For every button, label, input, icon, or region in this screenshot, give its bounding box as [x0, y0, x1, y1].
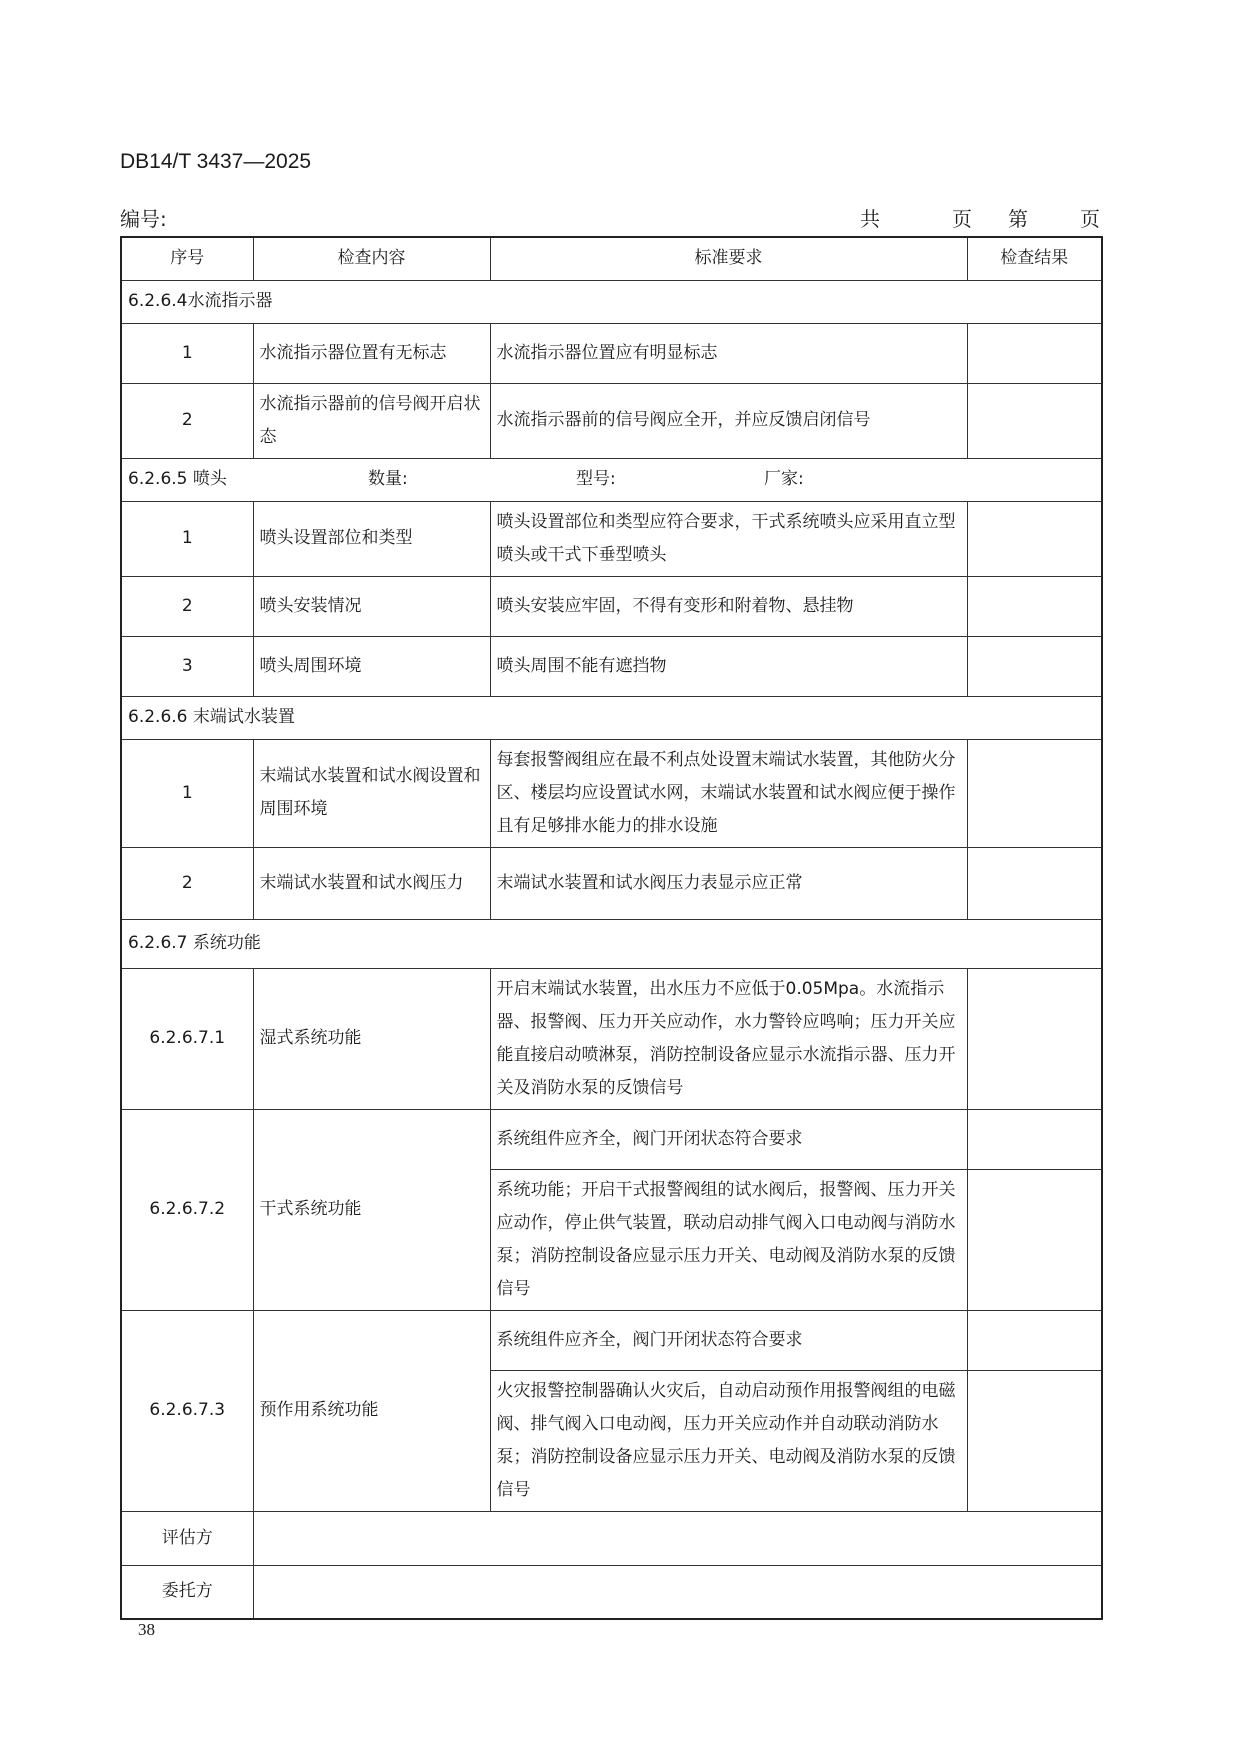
model-label: 型号: [576, 469, 616, 489]
row-result-cell[interactable] [967, 739, 1102, 847]
section-row [121, 919, 1102, 968]
client-row [121, 1565, 1102, 1619]
row-requirement: 末端试水装置和试水阀压力表显示应正常 [490, 847, 967, 919]
row-content: 喷头安装情况 [253, 576, 490, 636]
row-requirement: 系统组件应齐全，阀门开闭状态符合要求 [490, 1310, 967, 1370]
section-row [121, 458, 1102, 501]
row-requirement: 喷头安装应牢固，不得有变形和附着物、悬挂物 [490, 576, 967, 636]
col-header-requirement: 标准要求 [490, 237, 967, 280]
assessor-row [121, 1511, 1102, 1565]
row-requirement: 每套报警阀组应在最不利点处设置末端试水装置，其他防火分区、楼层均应设置试水网，末端试水装置和试水阀应便于操作且有足够排水能力的排水设施 [490, 739, 967, 847]
col-header-no: 序号 [121, 237, 253, 280]
row-result-cell[interactable] [967, 383, 1102, 458]
page-number: 38 [138, 1620, 155, 1639]
row-content: 喷头周围环境 [253, 636, 490, 696]
inspection-table [120, 236, 1103, 1620]
row-result-cell[interactable] [967, 1310, 1102, 1370]
col-header-content: 检查内容 [253, 237, 490, 280]
assessor-label: 评估方 [121, 1511, 253, 1565]
section-title-6266: 6.2.6.6 末端试水装置 [121, 696, 1102, 739]
section-row [121, 280, 1102, 323]
table-row [121, 636, 1102, 696]
row-content: 喷头设置部位和类型 [253, 501, 490, 576]
row-result-cell[interactable] [967, 636, 1102, 696]
section-title-text: 6.2.6.5 喷头 [128, 469, 227, 489]
client-label: 委托方 [121, 1565, 253, 1619]
table-row [121, 968, 1102, 1109]
row-no: 1 [121, 739, 253, 847]
assessor-signature-cell[interactable] [253, 1511, 1102, 1565]
table-row [121, 501, 1102, 576]
table-header-row [121, 237, 1102, 280]
row-result-cell[interactable] [967, 968, 1102, 1109]
table-row [121, 1310, 1102, 1370]
section-title-6267: 6.2.6.7 系统功能 [121, 919, 1102, 968]
col-header-result: 检查结果 [967, 237, 1102, 280]
row-requirement: 水流指示器位置应有明显标志 [490, 323, 967, 383]
row-content: 预作用系统功能 [253, 1310, 490, 1511]
row-no: 2 [121, 383, 253, 458]
table-row [121, 1109, 1102, 1169]
table-row [121, 847, 1102, 919]
row-no: 1 [121, 501, 253, 576]
row-result-cell[interactable] [967, 1370, 1102, 1511]
client-signature-cell[interactable] [253, 1565, 1102, 1619]
row-content: 水流指示器前的信号阀开启状态 [253, 383, 490, 458]
standard-code: DB14/T 3437—2025 [120, 150, 312, 173]
nth-label: 第 [1008, 207, 1028, 231]
table-row [121, 383, 1102, 458]
row-no: 3 [121, 636, 253, 696]
row-no: 2 [121, 576, 253, 636]
row-result-cell[interactable] [967, 323, 1102, 383]
row-no: 6.2.6.7.3 [121, 1310, 253, 1511]
maker-label: 厂家: [764, 469, 804, 489]
row-result-cell[interactable] [967, 1169, 1102, 1310]
row-content: 湿式系统功能 [253, 968, 490, 1109]
row-no: 6.2.6.7.2 [121, 1109, 253, 1310]
row-result-cell[interactable] [967, 1109, 1102, 1169]
row-requirement: 水流指示器前的信号阀应全开，并应反馈启闭信号 [490, 383, 967, 458]
row-requirement: 开启末端试水装置，出水压力不应低于0.05Mpa。水流指示器、报警阀、压力开关应动作，水力警铃应鸣响；压力开关应能直接启动喷淋泵，消防控制设备应显示水流指示器、压力开关及消防水泵的反馈信号 [490, 968, 967, 1109]
form-meta-row [120, 203, 1100, 229]
section-title-6265 [121, 458, 1102, 501]
row-requirement: 喷头设置部位和类型应符合要求，干式系统喷头应采用直立型喷头或干式下垂型喷头 [490, 501, 967, 576]
row-requirement: 系统功能；开启干式报警阀组的试水阀后，报警阀、压力开关应动作，停止供气装置，联动启动排气阀入口电动阀与消防水泵；消防控制设备应显示压力开关、电动阀及消防水泵的反馈信号 [490, 1169, 967, 1310]
row-result-cell[interactable] [967, 847, 1102, 919]
row-no: 6.2.6.7.1 [121, 968, 253, 1109]
row-content: 末端试水装置和试水阀压力 [253, 847, 490, 919]
page-count-labels [860, 203, 1100, 232]
table-row [121, 739, 1102, 847]
row-no: 2 [121, 847, 253, 919]
total-label: 共 [860, 207, 880, 231]
row-no: 1 [121, 323, 253, 383]
page-label: 页 [952, 207, 972, 231]
row-content: 水流指示器位置有无标志 [253, 323, 490, 383]
form-number-label: 编号: [120, 207, 167, 231]
section-title-6264: 6.2.6.4水流指示器 [121, 280, 1102, 323]
row-requirement: 喷头周围不能有遮挡物 [490, 636, 967, 696]
row-result-cell[interactable] [967, 576, 1102, 636]
row-content: 末端试水装置和试水阀设置和周围环境 [253, 739, 490, 847]
table-row [121, 323, 1102, 383]
row-content: 干式系统功能 [253, 1109, 490, 1310]
page-label-2: 页 [1080, 207, 1100, 231]
section-row [121, 696, 1102, 739]
quantity-label: 数量: [368, 469, 408, 489]
table-row [121, 576, 1102, 636]
row-requirement: 火灾报警控制器确认火灾后，自动启动预作用报警阀组的电磁阀、排气阀入口电动阀，压力开关应动作并自动联动消防水泵；消防控制设备应显示压力开关、电动阀及消防水泵的反馈信号 [490, 1370, 967, 1511]
row-result-cell[interactable] [967, 501, 1102, 576]
row-requirement: 系统组件应齐全，阀门开闭状态符合要求 [490, 1109, 967, 1169]
